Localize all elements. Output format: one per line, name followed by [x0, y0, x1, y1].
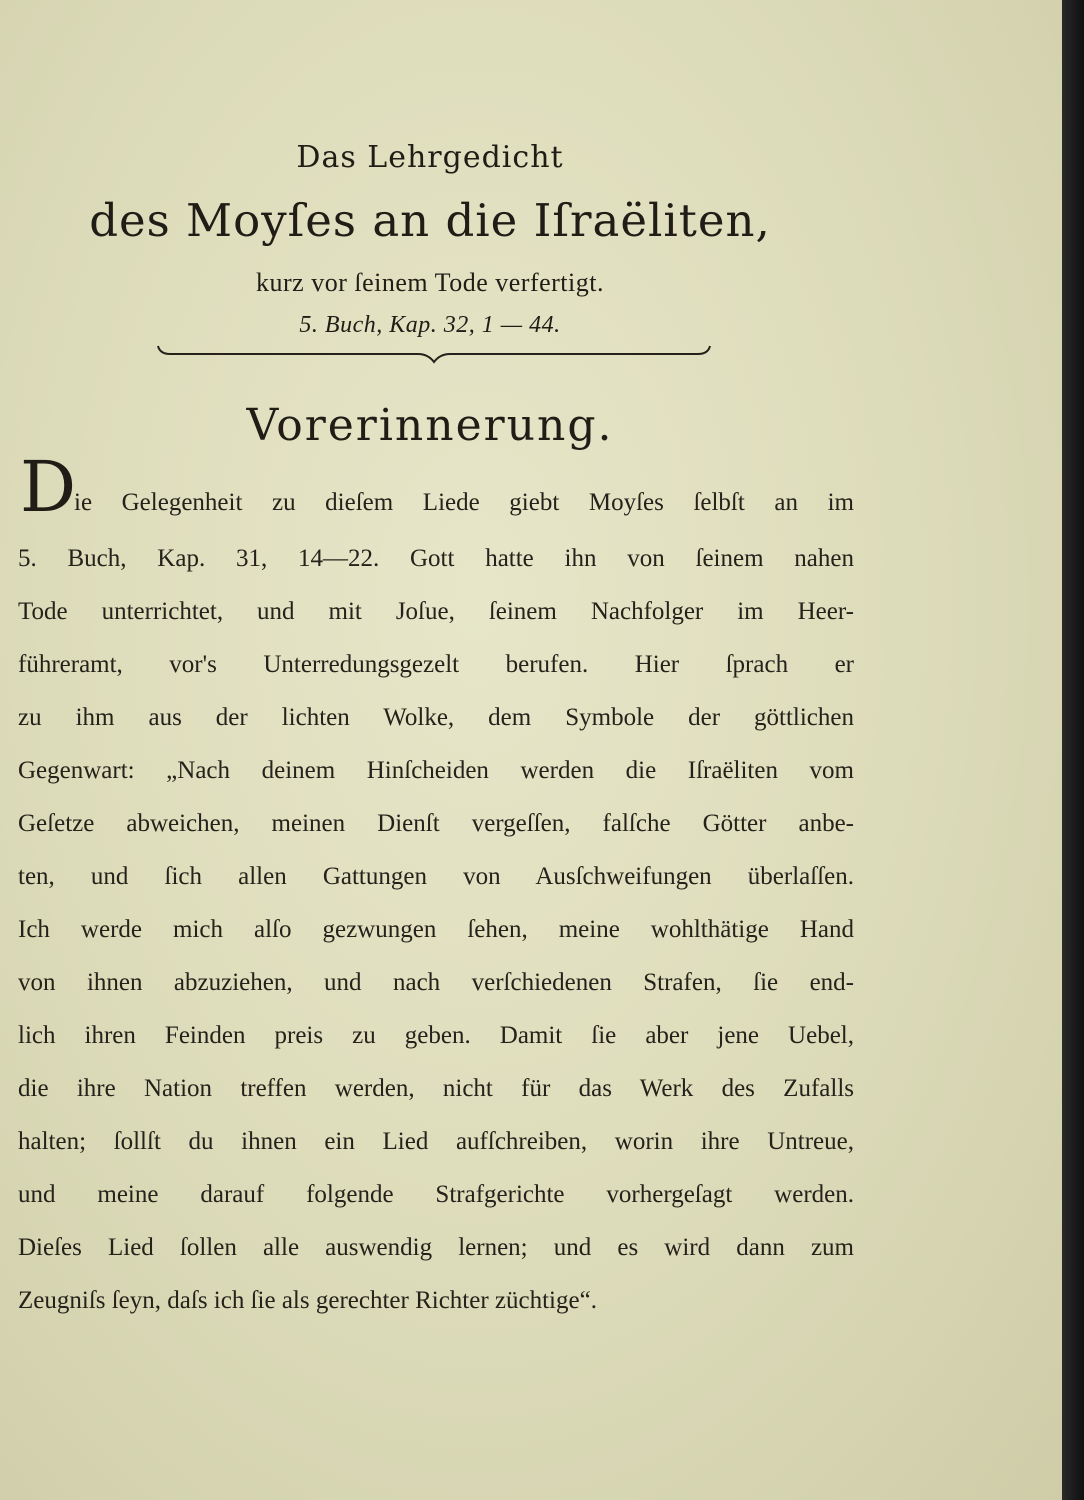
text-line: halten; ſollſt du ihnen ein Lied aufſchreiben, worin ihre Untreue, — [18, 1128, 854, 1155]
text-line: die ihre Nation treffen werden, nicht für das Werk des Zufalls — [18, 1075, 854, 1102]
text-line: Geſetze abweichen, meinen Dienſt vergeſſen, falſche Götter anbe- — [18, 810, 854, 837]
title-line: Das Lehrgedicht — [296, 140, 564, 175]
text-line: zu ihm aus der lichten Wolke, dem Symbole der göttlichen — [18, 704, 854, 731]
text-line: Gegenwart: „Nach deinem Hinſcheiden werden die Iſraëliten vom — [18, 757, 854, 784]
page-edge — [1062, 0, 1084, 1500]
text-line: Ich werde mich alſo gezwungen ſehen, meine wohlthätige Hand — [18, 916, 854, 943]
subtitle: kurz vor ſeinem Tode verfertigt. — [256, 268, 604, 297]
scripture-reference: 5. Buch, Kap. 32, 1 — 44. — [299, 312, 561, 338]
text-line: lich ihren Feinden preis zu geben. Damit ſie aber jene Uebel, — [18, 1022, 854, 1049]
text-line: und meine darauf folgende Strafgerichte vorhergeſagt werden. — [18, 1181, 854, 1208]
text-line: führeramt, vor's Unterredungsgezelt berufen. Hier ſprach er — [18, 651, 854, 678]
brace-ornament — [156, 340, 712, 366]
text-line: Zeugniſs ſeyn, daſs ich ſie als gerechter Richter züchtige“. — [18, 1287, 597, 1314]
text-line: ie Gelegenheit zu dieſem Liede giebt Moyſes ſelbſt an im — [74, 489, 854, 516]
drop-cap: D — [20, 446, 77, 528]
text-line: von ihnen abzuziehen, und nach verſchiedenen Strafen, ſie end- — [18, 969, 854, 996]
main-title: des Moyſes an die Iſraëliten, — [89, 194, 771, 247]
section-heading: Vorerinnerung. — [246, 400, 614, 451]
text-line: ten, und ſich allen Gattungen von Ausſchweifungen überlaſſen. — [18, 863, 854, 890]
text-line: 5. Buch, Kap. 31, 14—22. Gott hatte ihn von ſeinem nahen — [18, 545, 854, 572]
text-line: Tode unterrichtet, und mit Joſue, ſeinem Nachfolger im Heer- — [18, 598, 854, 625]
text-line: Dieſes Lied ſollen alle auswendig lernen; und es wird dann zum — [18, 1234, 854, 1261]
